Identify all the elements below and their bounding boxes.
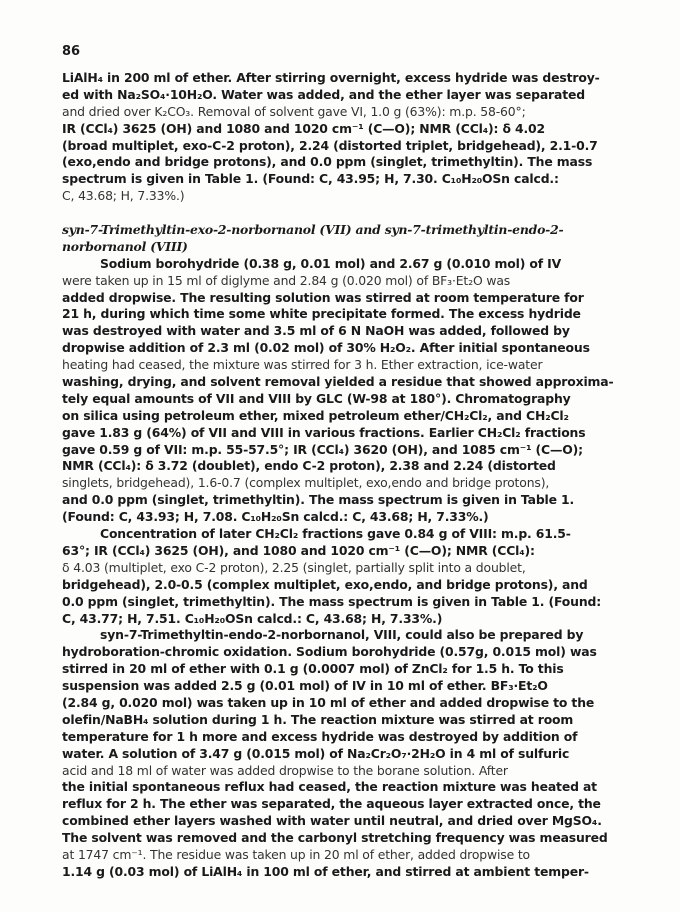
text-line: tely equal amounts of VII and VIII by GLC (W-98 at 180°). Chromatography [62, 390, 571, 406]
text-line: IR (CCl₄) 3625 (OH) and 1080 and 1020 cm⁻¹ (C—O); NMR (CCl₄): δ 4.02 [62, 120, 545, 136]
text-line: at 1747 cm⁻¹. The residue was taken up in 20 ml of ether, added dropwise to [62, 846, 530, 862]
text-line: gave 1.83 g (64%) of VII and VIII in various fractions. Earlier CH₂Cl₂ fractions [62, 424, 586, 440]
text-line: reflux for 2 h. The ether was separated, the aqueous layer extracted once, the [62, 796, 601, 812]
text-line: (exo,endo and bridge protons), and 0.0 ppm (singlet, trimethyltin). The mass [62, 154, 593, 170]
text-line: suspension was added 2.5 g (0.01 mol) of IV in 10 ml of ether. BF₃·Et₂O [62, 678, 548, 694]
body-text [62, 70, 622, 881]
text-line: Sodium borohydride (0.38 g, 0.01 mol) and 2.67 g (0.010 mol) of IV [100, 255, 562, 271]
text-line: (2.84 g, 0.020 mol) was taken up in 10 ml of ether and added dropwise to the [62, 694, 595, 710]
text-line: The solvent was removed and the carbonyl stretching frequency was measured [62, 830, 608, 846]
text-line: bridgehead), 2.0-0.5 (complex multiplet, exo,endo, and bridge protons), and [62, 576, 588, 592]
text-line: (Found: C, 43.93; H, 7.08. C₁₀H₂₀Sn calcd.: C, 43.68; H, 7.33%.) [62, 509, 489, 525]
text-line: δ 4.03 (multiplet, exo C-2 proton), 2.25 (singlet, partially split into a doublet, [62, 559, 526, 575]
section-heading-line: norbornanol (VIII) [62, 238, 188, 254]
text-line: NMR (CCl₄): δ 3.72 (doublet), endo C-2 proton), 2.38 and 2.24 (distorted [62, 458, 556, 474]
text-line: gave 0.59 g of VII: m.p. 55-57.5°; IR (CCl₄) 3620 (OH), and 1085 cm⁻¹ (C—O); [62, 441, 583, 457]
text-line: acid and 18 ml of water was added dropwise to the borane solution. After [62, 762, 508, 778]
text-line: dropwise addition of 2.3 ml (0.02 mol) of 30% H₂O₂. After initial spontaneous [62, 340, 590, 356]
text-line: C, 43.68; H, 7.33%.) [62, 188, 185, 204]
section-heading-line: syn-7-Trimethyltin-exo-2-norbornanol (VII) and syn-7-trimethyltin-endo-2- [62, 222, 564, 238]
text-line: Concentration of later CH₂Cl₂ fractions gave 0.84 g of VIII: m.p. 61.5- [100, 526, 571, 542]
text-line: added dropwise. The resulting solution was stirred at room temperature for [62, 289, 584, 305]
text-line: spectrum is given in Table 1. (Found: C, 43.95; H, 7.30. C₁₀H₂₀OSn calcd.: [62, 171, 559, 187]
text-line: 0.0 ppm (singlet, trimethyltin). The mass spectrum is given in Table 1. (Found: [62, 593, 602, 609]
text-line: stirred in 20 ml of ether with 0.1 g (0.0007 mol) of ZnCl₂ for 1.5 h. To this [62, 661, 564, 677]
page-number: 86 [62, 44, 81, 59]
text-line: were taken up in 15 ml of diglyme and 2.84 g (0.020 mol) of BF₃·Et₂O was [62, 272, 511, 288]
text-line: syn-7-Trimethyltin-endo-2-norbornanol, VIII, could also be prepared by [100, 627, 584, 643]
text-line: was destroyed with water and 3.5 ml of 6 N NaOH was added, followed by [62, 323, 570, 339]
text-line: water. A solution of 3.47 g (0.015 mol) of Na₂Cr₂O₇·2H₂O in 4 ml of sulfuric [62, 745, 570, 761]
text-line [62, 205, 622, 222]
text-line: washing, drying, and solvent removal yielded a residue that showed approxima- [62, 374, 614, 390]
text-line: temperature for 1 h more and excess hydride was destroyed by addition of [62, 728, 578, 744]
text-line: LiAlH₄ in 200 ml of ether. After stirring overnight, excess hydride was destroy- [62, 70, 600, 85]
text-line: 1.14 g (0.03 mol) of LiAlH₄ in 100 ml of ether, and stirred at ambient temper- [62, 863, 589, 879]
text-line: 63°; IR (CCl₄) 3625 (OH), and 1080 and 1020 cm⁻¹ (C—O); NMR (CCl₄): [62, 542, 535, 558]
text-line: (broad multiplet, exo-C-2 proton), 2.24 (distorted triplet, bridgehead), 2.1-0.7 [62, 137, 598, 153]
text-line: 21 h, during which time some white precipitate formed. The excess hydride [62, 306, 581, 322]
text-line: the initial spontaneous reflux had ceased, the reaction mixture was heated at [62, 779, 597, 795]
text-line: ed with Na₂SO₄·10H₂O. Water was added, and the ether layer was separated [62, 86, 585, 102]
text-line: combined ether layers washed with water until neutral, and dried over MgSO₄. [62, 813, 602, 829]
text-line: heating had ceased, the mixture was stirred for 3 h. Ether extraction, ice-water [62, 357, 543, 373]
text-line: singlets, bridgehead), 1.6-0.7 (complex multiplet, exo,endo and bridge protons), [62, 475, 550, 491]
text-line: C, 43.77; H, 7.51. C₁₀H₂₀OSn calcd.: C, 43.68; H, 7.33%.) [62, 610, 443, 626]
text-line: and dried over K₂CO₃. Removal of solvent gave VI, 1.0 g (63%): m.p. 58-60°; [62, 103, 526, 119]
text-line: olefin/NaBH₄ solution during 1 h. The reaction mixture was stirred at room [62, 711, 574, 727]
text-line: on silica using petroleum ether, mixed petroleum ether/CH₂Cl₂, and CH₂Cl₂ [62, 407, 569, 423]
text-line: hydroboration-chromic oxidation. Sodium borohydride (0.57g, 0.015 mol) was [62, 644, 597, 660]
text-line: and 0.0 ppm (singlet, trimethyltin). The mass spectrum is given in Table 1. [62, 492, 575, 508]
